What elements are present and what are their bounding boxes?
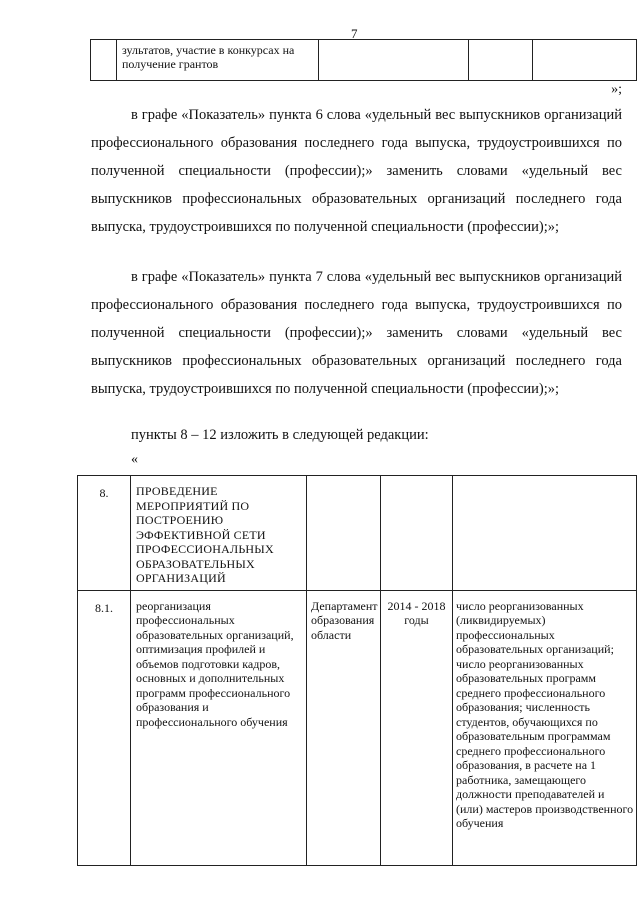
table-cell (381, 476, 453, 591)
row-number: 8.1. (78, 590, 131, 865)
table-row (91, 40, 637, 81)
row-number: 8. (78, 476, 131, 591)
executor-cell: Департамент образования области (307, 590, 381, 865)
closing-quote-mark: »; (611, 82, 622, 97)
indicator-cell: число реорганизованных (ликвидируемых) профессиональных образовательных организаций; число реорганизованных образовательных программ среднего профессионального образования; численность студентов, обучающихся по образовательным программам среднего профессионального образования, в расчете на 1 работника, замещающего должности преподавателей и (или) мастеров производственного обучения (453, 590, 637, 865)
period-cell: 2014 - 2018 годы (381, 590, 453, 865)
table-row (78, 476, 637, 591)
table-cell (469, 40, 533, 81)
table-cell (307, 476, 381, 591)
table-cell (533, 40, 637, 81)
table-cell (453, 476, 637, 591)
paragraph-item-6: в графе «Показатель» пункта 6 слова «удельный вес выпускников организаций профессионального образования последнего года выпуска, трудоустроившихся по полученной специальности (профессии);» заменить словами «удельный вес выпускников профессиональных образовательных организаций последнего года выпуска, трудоустроившихся по полученной специальности (профессии);»; (91, 107, 622, 235)
activity-cell: реорганизация профессиональных образовательных организаций, оптимизация профилей и объемов подготовки кадров, основных и дополнительных программ профессионального образования и профессионального обучения (131, 590, 307, 865)
paragraph-items-8-12: пункты 8 – 12 изложить в следующей редакции: (131, 427, 429, 443)
page-number: 7 (351, 26, 358, 41)
table-cell (91, 40, 117, 81)
paragraph-item-7: в графе «Показатель» пункта 7 слова «удельный вес выпускников организаций профессионального образования последнего года выпуска, трудоустроившихся по полученной специальности (профессии);» заменить словами «удельный вес выпускников профессиональных образовательных организаций последнего года выпуска, трудоустроившихся по полученной специальности (профессии);»; (91, 269, 622, 397)
cell-text: зультатов, участие в конкурсах на получение грантов (122, 43, 295, 71)
section-title: ПРОВЕДЕНИЕ МЕРОПРИЯТИЙ ПО ПОСТРОЕНИЮ ЭФФЕКТИВНОЙ СЕТИ ПРОФЕССИОНАЛЬНЫХ ОБРАЗОВАТЕЛЬНЫХ ОРГАНИЗАЦИЙ (131, 476, 307, 591)
table-cell (117, 40, 319, 81)
activities-table (77, 475, 637, 866)
continued-table (90, 39, 637, 81)
table-cell (319, 40, 469, 81)
table-row (78, 590, 637, 865)
opening-quote-mark: « (131, 452, 138, 467)
